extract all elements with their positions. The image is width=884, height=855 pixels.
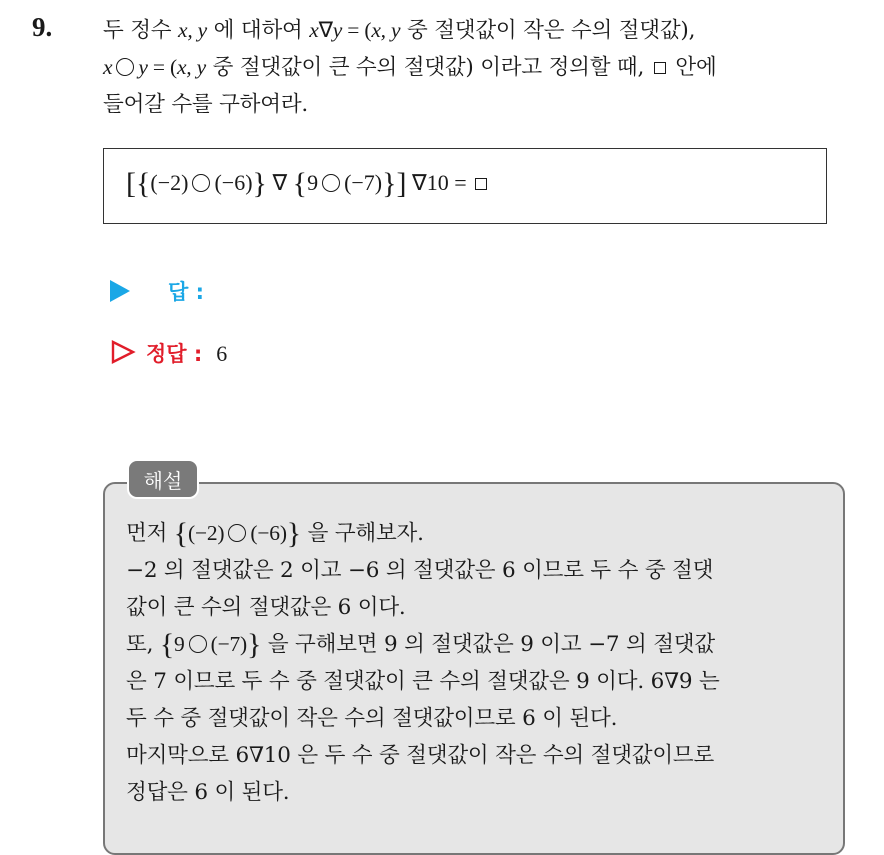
explanation-line: 마지막으로 6∇10 은 두 수 중 절댓값이 작은 수의 절댓값이므로 [126,743,715,768]
explanation-line: 먼저 {(−2) (−6)} 을 구해보자. [126,517,424,550]
explanation-line: 또, {9 (−7)} 을 구해보면 9 의 절댓값은 9 이고 −7 의 절댓값 [126,628,715,661]
explanation-line: 정답은 6 이 된다. [126,780,290,805]
question-line-1: 두 정수 x, y 에 대하여 x∇y = (x, y 중 절댓값이 작은 수의 절댓값), [103,18,696,43]
answer-row [110,276,204,306]
filled-triangle-icon [110,280,130,302]
circle-operator-icon [228,524,246,542]
explanation-line: 두 수 중 절댓값이 작은 수의 절댓값이므로 6 이 된다. [126,706,618,731]
circle-operator-icon [116,58,134,76]
circle-operator-icon [322,174,340,192]
correct-answer-row [110,338,227,368]
circle-operator-icon [192,174,210,192]
question-number: 9. [32,12,53,42]
blank-square-icon [654,62,666,74]
explanation-text [126,515,826,811]
outline-triangle-icon [110,339,136,365]
correct-answer-value: 6 [216,341,228,366]
question-text [103,12,873,123]
question-line-3: 들어갈 수를 구하여라. [103,92,309,117]
explanation-line: 값이 큰 수의 절댓값은 6 이다. [126,595,406,620]
answer-label: 답 : [168,280,204,304]
nabla-operator: ∇ [318,18,333,42]
explanation-tag: 해설 [127,459,199,499]
explanation-line: 은 7 이므로 두 수 중 절댓값이 큰 수의 절댓값은 9 이다. 6∇9 는 [126,669,720,694]
question-line-2: x y = (x, y 중 절댓값이 큰 수의 절댓값) 이라고 정의할 때, 안에 [103,55,717,80]
blank-square-icon [475,178,487,190]
nabla-operator: ∇ [272,170,288,195]
correct-answer-label: 정답 : [146,342,203,366]
formula-box [103,148,827,224]
explanation-line: −2 의 절댓값은 2 이고 −6 의 절댓값은 6 이므로 두 수 중 절댓 [126,558,714,583]
formula: [{(−2) (−6)} ∇ {9 (−7)}] ∇10 = [126,167,490,201]
circle-operator-icon [189,635,207,653]
